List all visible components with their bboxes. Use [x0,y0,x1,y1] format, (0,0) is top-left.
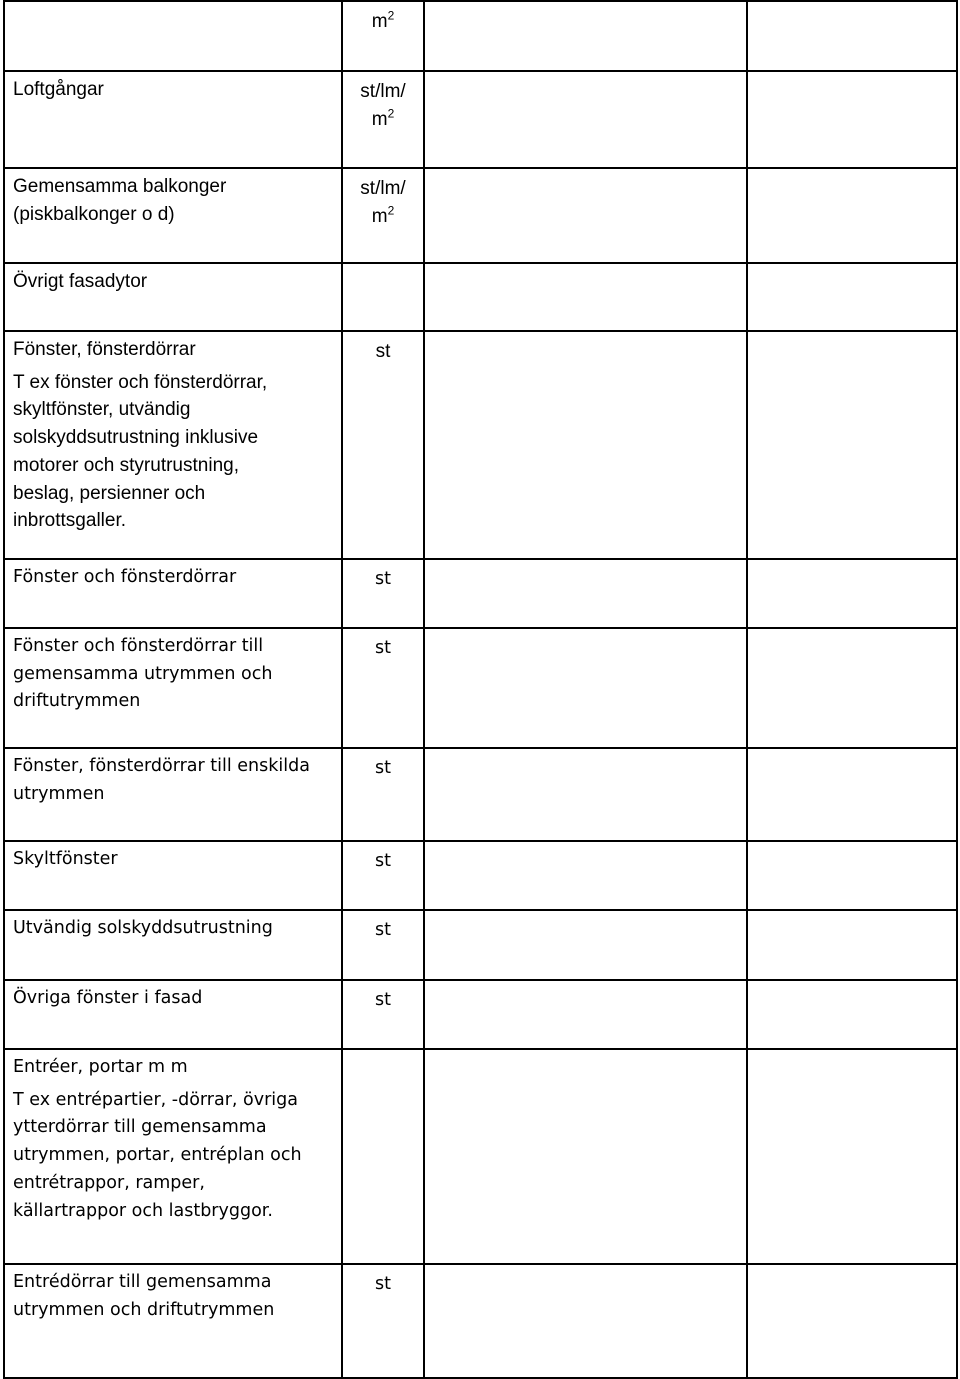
unit-line [343,1271,423,1299]
notes-cell [747,1264,957,1378]
notes-cell [747,910,957,980]
quantity-cell [424,559,747,628]
unit-cell [342,559,424,628]
unit-cell [342,841,424,910]
quantity-cell [424,910,747,980]
description-line: Entrédörrar till gemensamma [13,1272,272,1292]
table-row [4,168,957,263]
section-heading: Entréer, portar m m [13,1057,188,1077]
description-cell [4,748,342,841]
description-cell [4,168,342,263]
description-line: Övriga fönster i fasad [13,988,203,1008]
unit-superscript: 2 [387,8,395,23]
quantity-cell [424,841,747,910]
unit-cell [342,1264,424,1378]
description-line: (piskbalkonger o d) [13,203,175,225]
table-row [4,748,957,841]
specification-table [3,0,958,1379]
description-line: skyltfönster, utvändig [13,399,191,421]
unit-text: st [375,851,391,871]
description-cell [4,331,342,559]
description-cell [4,628,342,748]
notes-cell [747,331,957,559]
description-line: gemensamma utrymmen och [13,663,273,684]
notes-cell [747,628,957,748]
quantity-cell [424,748,747,841]
unit-line [343,917,423,945]
quantity-cell [424,71,747,168]
quantity-cell [424,263,747,331]
unit-line [343,566,423,594]
description-line: driftutrymmen [13,691,141,712]
quantity-cell [424,1049,747,1264]
description-cell [4,910,342,980]
unit-cell [342,263,424,331]
description-cell [4,1049,342,1264]
unit-text: st [375,638,391,658]
quantity-cell [424,1264,747,1378]
description-line: inbrottsgaller. [13,510,127,532]
description-line: T ex entrépartier, -dörrar, övriga [13,1089,298,1110]
section-heading: Fönster, fönsterdörrar [13,339,196,360]
unit-line [343,78,423,106]
description-cell [4,1,342,71]
notes-cell [747,1049,957,1264]
unit-text: st [375,569,391,589]
description-line: Gemensamma balkonger [13,176,227,197]
unit-line [343,848,423,876]
notes-cell [747,263,957,331]
unit-cell [342,1,424,71]
unit-line [343,635,423,663]
unit-text: st/lm/ [360,81,406,102]
unit-text: m [371,11,388,32]
table-row [4,1,957,71]
unit-line [343,338,423,366]
table-row [4,980,957,1049]
description-cell [4,980,342,1049]
notes-cell [747,841,957,910]
description-line: Fönster och fönsterdörrar till [13,636,264,656]
description-line: utrymmen och driftutrymmen [13,1299,275,1320]
unit-text: st [375,920,391,940]
table-row [4,841,957,910]
description-line: Utvändig solskyddsutrustning [13,918,273,938]
table-row [4,1264,957,1378]
notes-cell [747,748,957,841]
notes-cell [747,980,957,1049]
table-row [4,331,957,559]
unit-text: st [375,990,391,1010]
unit-cell [342,748,424,841]
table-row [4,1049,957,1264]
unit-line [343,755,423,783]
description-cell [4,559,342,628]
quantity-cell [424,628,747,748]
quantity-cell [424,331,747,559]
description-cell [4,263,342,331]
description-line: utrymmen [13,783,105,804]
unit-text: m [371,205,388,227]
notes-cell [747,71,957,168]
description-cell [4,71,342,168]
quantity-cell [424,168,747,263]
description-line: entrétrappor, ramper, [13,1172,205,1193]
description-line: T ex fönster och fönsterdörrar, [13,371,268,393]
description-line: solskyddsutrustning inklusive [13,427,259,449]
unit-cell [342,331,424,559]
unit-superscript: 2 [387,106,395,121]
table-row [4,71,957,168]
notes-cell [747,1,957,71]
unit-text: st [375,1274,391,1294]
table-row [4,263,957,331]
unit-text: st [375,758,391,778]
unit-line [343,106,423,134]
unit-cell [342,1049,424,1264]
quantity-cell [424,1,747,71]
unit-text: st/lm/ [360,178,406,199]
description-line: motorer och styrutrustning, [13,454,239,476]
unit-text: m [371,108,388,130]
description-cell [4,841,342,910]
table-row [4,910,957,980]
table-row [4,628,957,748]
description-line: Fönster, fönsterdörrar till enskilda [13,756,310,776]
table-body [4,1,957,1378]
quantity-cell [424,980,747,1049]
description-line: Övrigt fasadytor [13,271,148,292]
unit-superscript: 2 [387,203,395,218]
unit-text: st [375,341,391,362]
description-line: Fönster och fönsterdörrar [13,567,237,587]
unit-cell [342,71,424,168]
description-line: beslag, persienner och [13,482,206,504]
unit-cell [342,628,424,748]
unit-cell [342,910,424,980]
unit-line [343,175,423,203]
unit-cell [342,168,424,263]
unit-line [343,203,423,231]
unit-line [343,8,423,36]
description-cell [4,1264,342,1378]
description-line: källartrappor och lastbryggor. [13,1200,273,1221]
notes-cell [747,168,957,263]
description-line: utrymmen, portar, entréplan och [13,1145,302,1166]
description-line: Skyltfönster [13,849,118,869]
table-row [4,559,957,628]
notes-cell [747,559,957,628]
description-line: ytterdörrar till gemensamma [13,1117,267,1138]
description-line: Loftgångar [13,79,104,100]
unit-cell [342,980,424,1049]
unit-line [343,987,423,1015]
